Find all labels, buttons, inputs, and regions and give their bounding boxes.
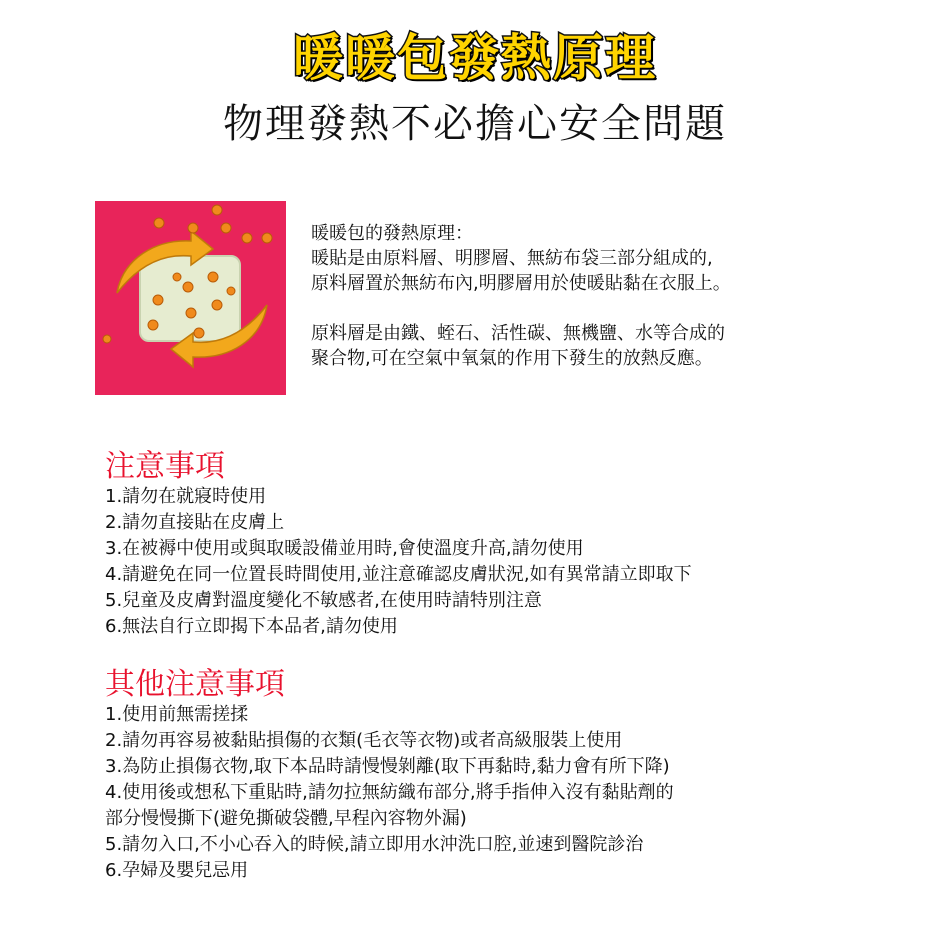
- precautions-list: [105, 484, 925, 640]
- list-item: 部分慢慢撕下(避免撕破袋體,早程內容物外漏): [105, 808, 467, 829]
- intro-line: 暖貼是由原料層、明膠層、無紡布袋三部分組成的,: [311, 248, 713, 269]
- list-item: 4.請避免在同一位置長時間使用,並注意確認皮膚狀況,如有異常請立即取下: [105, 564, 692, 585]
- list-item: 2.請勿直接貼在皮膚上: [105, 512, 285, 533]
- precautions-section: [105, 450, 925, 640]
- list-item: 6.孕婦及嬰兒忌用: [105, 860, 249, 881]
- intro-spacer: [311, 296, 911, 321]
- intro-line: 聚合物,可在空氣中氧氣的作用下發生的放熱反應。: [311, 348, 713, 369]
- intro-line: 原料層是由鐵、蛭石、活性碳、無機鹽、水等合成的: [311, 323, 725, 344]
- list-item: 3.為防止損傷衣物,取下本品時請慢慢剝離(取下再黏時,黏力會有所下降): [105, 756, 670, 777]
- list-item: 2.請勿再容易被黏貼損傷的衣類(毛衣等衣物)或者高級服裝上使用: [105, 730, 623, 751]
- page-title: 暖暖包發熱原理: [293, 29, 657, 87]
- heat-pack-illustration: [95, 201, 286, 395]
- list-item: 3.在被褥中使用或與取暖設備並用時,會使溫度升高,請勿使用: [105, 538, 584, 559]
- list-item: 6.無法自行立即揭下本品者,請勿使用: [105, 616, 398, 637]
- precautions-heading: 注意事項: [105, 449, 225, 484]
- list-item: 1.請勿在就寢時使用: [105, 486, 267, 507]
- list-item: 5.請勿入口,不小心吞入的時候,請立即用水沖洗口腔,並速到醫院診治: [105, 834, 644, 855]
- intro-text: [311, 221, 911, 371]
- list-item: 5.兒童及皮膚對溫度變化不敏感者,在使用時請特別注意: [105, 590, 542, 611]
- list-item: 1.使用前無需搓揉: [105, 704, 249, 725]
- other-precautions-list: [105, 702, 925, 884]
- intro-line: 暖暖包的發熱原理：: [311, 223, 473, 244]
- other-precautions-section: [105, 668, 925, 884]
- list-item: 4.使用後或想私下重貼時,請勿拉無紡織布部分,將手指伸入沒有黏貼劑的: [105, 782, 674, 803]
- page-subtitle: 物理發熱不必擔心安全問題: [223, 101, 727, 147]
- other-precautions-heading: 其他注意事項: [105, 667, 285, 702]
- intro-line: 原料層置於無紡布內,明膠層用於使暖貼黏在衣服上。: [311, 273, 731, 294]
